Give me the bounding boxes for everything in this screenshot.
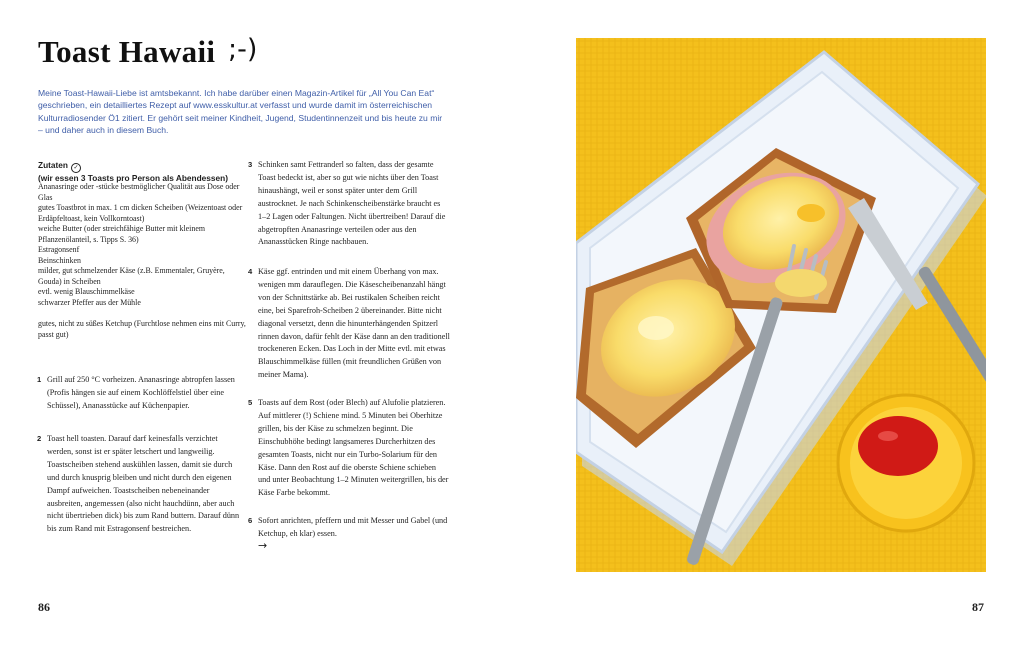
check-circle-icon: ✓ <box>71 163 81 173</box>
step-number: 4 <box>248 267 253 276</box>
ingredient-item: schwarzer Pfeffer aus der Mühle <box>38 297 141 307</box>
step-5 <box>248 397 450 500</box>
step-text: Toast hell toasten. Darauf darf keinesfalls verzichtet werden, sonst ist er später letschert und langweilig. Toastscheiben stehend auskühlen lassen, damit sie durch und durch knusprig bleiben und nicht durch den eigenen Dampf aufweichen. Toastscheiben nebeneinander ausbreiten, angemessen (also nicht hauchdünn, aber auch nicht übertrieben dick) bis zum Rand buttern. Darauf dünn bis zum Rand mit Estragonsenf bestreichen. <box>47 434 240 534</box>
step-2 <box>37 433 245 536</box>
continue-arrow-icon: → <box>258 539 268 552</box>
ingredient-item: gutes, nicht zu süßes Ketchup (Furchtlose nehmen eins mit Curry, passt gut) <box>38 319 246 339</box>
step-text: Käse ggf. entrinden und mit einem Überhang von max. wenigen mm darauflegen. Die Käsescheibenanzahl hängt von der Schnittstärke ab. Bei rustikalen Scheiben reicht eine, bei Sparefroh-Scheiben 2 übereinander. Bitte nicht diagonal versetzt, denn die hinunterhängenden Spitzerl rinnen davon, dafür fehlt der Käse dann an den traditionell trockeneren Ecken. Das Loch in der Mitte evtl. mit etwas Blauschimmelkäse füllen (mit freundlichen Grüßen von meiner Mama). <box>258 267 450 380</box>
step-text: Toasts auf dem Rost (oder Blech) auf Alufolie platzieren. Auf mittlerer (!) Schiene mind. 5 Minuten bei Oberhitze grillen, bis der Käse zu schmelzen beginnt. Die Einschubhöhe bedingt langsameres Durcherhitzen des gesamten Toasts, nicht nur ein Turbo-Solarium für den Käse. Dann den Rost auf die oberste Schiene schieben und unter Beobachtung 1–2 Minuten weitergrillen, bis der Käse Farbe bekommt. <box>258 398 449 498</box>
step-1 <box>37 374 245 413</box>
step-4 <box>248 266 450 382</box>
step-text: Sofort anrichten, pfeffern und mit Messer und Gabel (und Ketchup, eh klar) essen. <box>258 516 448 538</box>
intro-text: Meine Toast-Hawaii-Liebe ist amtsbekannt. Ich habe darüber einen Magazin-Artikel für „All You Can Eat“ geschrieben, ein detailliertes Rezept auf www.esskultur.at verfasst und wurde damit im österreichischen Kulturradiosender Ö1 zitiert. Er gehört seit meiner Kindheit, Jugend, Studentinnenzeit und bis heute zu mir – und daher auch in diesem Buch. <box>38 88 443 136</box>
ketchup-bowl <box>838 395 974 531</box>
ingredients-header <box>38 160 248 184</box>
step-number: 6 <box>248 516 253 525</box>
title-smiley: ;-) <box>228 34 258 65</box>
intro-paragraph <box>38 87 446 137</box>
ingredient-item: milder, gut schmelzender Käse (z.B. Emmentaler, Gruyère, Gouda) in Scheiben <box>38 266 225 286</box>
page-number-left: 86 <box>38 600 50 614</box>
step-number: 5 <box>248 398 253 407</box>
ingredient-item: weiche Butter (oder streichfähige Butter mit kleinem Pflanzenölanteil, s. Tipps S. 36) <box>38 224 205 244</box>
ingredient-item: evtl. wenig Blauschimmelkäse <box>38 287 135 296</box>
step-3 <box>248 159 450 249</box>
page-number-right: 87 <box>972 600 984 614</box>
ingredient-item: Ananasringe oder -stücke bestmöglicher Qualität aus Dose oder Glas <box>38 182 240 202</box>
step-number: 3 <box>248 160 253 169</box>
step-text: Grill auf 250 °C vorheizen. Ananasringe abtropfen lassen (Profis hängen sie auf einem Kochlöffelstiel über eine Schüssel), Ananasstücke auf Küchenpapier. <box>47 375 235 410</box>
toast-hawaii-photo <box>576 38 986 572</box>
step-6 <box>248 515 450 541</box>
recipe-title: Toast Hawaii <box>38 34 216 69</box>
ingredient-item: gutes Toastbrot in max. 1 cm dicken Scheiben (Weizentoast oder Erdäpfeltoast, kein Vollkorntoast) <box>38 203 243 223</box>
ingredient-item: Beinschinken <box>38 255 81 265</box>
ingredients-heading: Zutaten <box>38 160 68 170</box>
step-number: 2 <box>37 434 42 443</box>
ingredient-item: Estragonsenf <box>38 245 80 254</box>
step-number: 1 <box>37 375 42 384</box>
step-text: Schinken samt Fettranderl so falten, dass der gesamte Toast bedeckt ist, aber so gut wie nichts über den Toast hinaushängt, weil er sonst später unter dem Grill austrocknet. Je nach Schinkenscheibenstärke braucht es 1–2 Lagen oder Faltungen. Nicht übertreiben! Darauf die abgetropften Ananasringe verteilen oder aus den Ananasstücken Ringe nachbauen. <box>258 160 446 247</box>
ingredients-list <box>38 182 253 340</box>
ingredients-subheading: (wir essen 3 Toasts pro Person als Abendessen) <box>38 173 228 183</box>
